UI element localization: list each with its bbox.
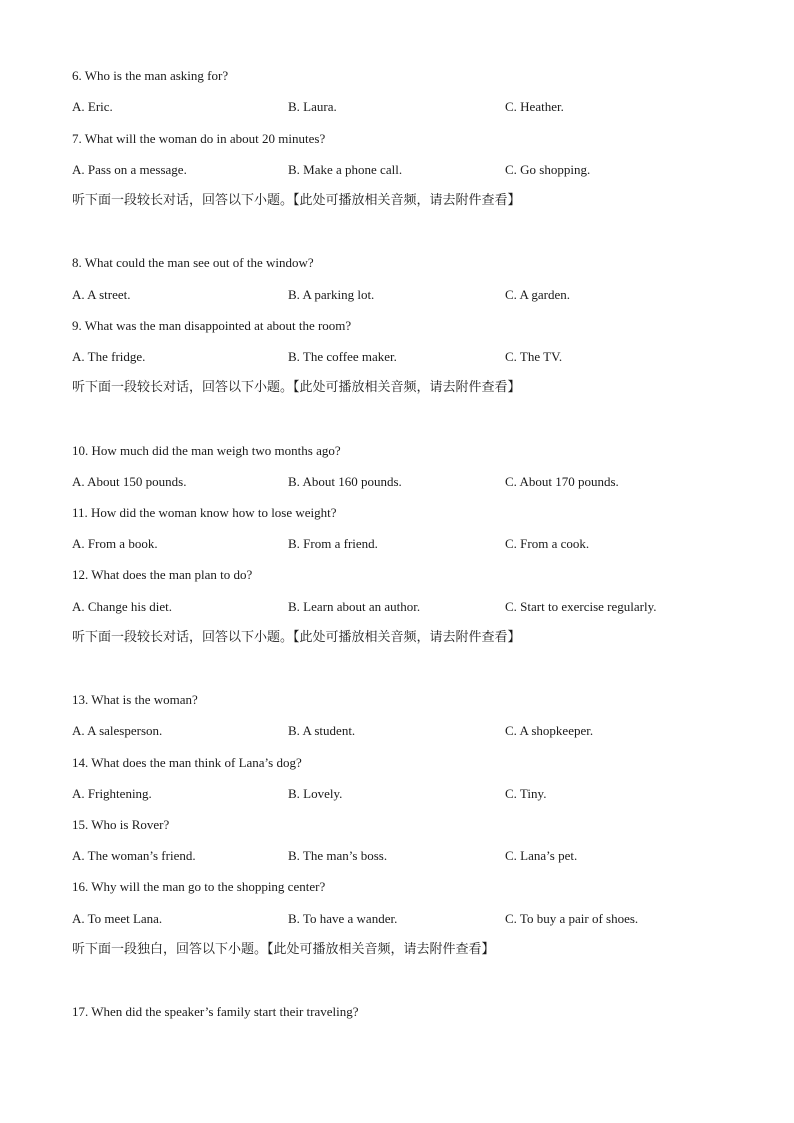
question-7: 7. What will the woman do in about 20 minutes? [72, 131, 326, 146]
question-9: 9. What was the man disappointed at about the room? [72, 318, 352, 333]
option-7b: B. Make a phone call. [288, 162, 403, 177]
option-8c: C. A garden. [505, 287, 570, 302]
option-7c: C. Go shopping. [505, 162, 591, 177]
option-16c: C. To buy a pair of shoes. [505, 911, 639, 926]
option-12a: A. Change his diet. [72, 599, 173, 614]
question-6: 6. Who is the man asking for? [72, 68, 229, 83]
question-16: 16. Why will the man go to the shopping center? [72, 879, 326, 894]
option-6b: B. Laura. [288, 99, 337, 114]
option-8b: B. A parking lot. [288, 287, 375, 302]
question-8: 8. What could the man see out of the window? [72, 255, 314, 270]
option-6a: A. Eric. [72, 99, 113, 114]
option-11b: B. From a friend. [288, 536, 378, 551]
question-10: 10. How much did the man weigh two months ago? [72, 443, 341, 458]
option-14c: C. Tiny. [505, 786, 547, 801]
question-15: 15. Who is Rover? [72, 817, 170, 832]
option-11a: A. From a book. [72, 536, 158, 551]
option-13a: A. A salesperson. [72, 723, 163, 738]
option-9c: C. The TV. [505, 349, 563, 364]
option-13b: B. A student. [288, 723, 356, 738]
option-15b: B. The man’s boss. [288, 848, 388, 863]
question-13: 13. What is the woman? [72, 692, 198, 707]
instruction-4: 听下面一段独白，回答以下小题。【此处可播放相关音频，请去附件查看】 [72, 942, 495, 957]
option-10a: A. About 150 pounds. [72, 474, 187, 489]
option-16a: A. To meet Lana. [72, 911, 163, 926]
option-10c: C. About 170 pounds. [505, 474, 619, 489]
option-6c: C. Heather. [505, 99, 564, 114]
instruction-3: 听下面一段较长对话，回答以下小题。【此处可播放相关音频，请去附件查看】 [72, 630, 521, 645]
option-12c: C. Start to exercise regularly. [505, 599, 657, 614]
option-14a: A. Frightening. [72, 786, 152, 801]
instruction-2: 听下面一段较长对话，回答以下小题。【此处可播放相关音频，请去附件查看】 [72, 380, 521, 395]
option-7a: A. Pass on a message. [72, 162, 187, 177]
option-15a: A. The woman’s friend. [72, 848, 196, 863]
option-8a: A. A street. [72, 287, 131, 302]
question-17: 17. When did the speaker’s family start their traveling? [72, 1004, 359, 1019]
option-11c: C. From a cook. [505, 536, 590, 551]
option-10b: B. About 160 pounds. [288, 474, 402, 489]
question-14: 14. What does the man think of Lana’s dog? [72, 755, 302, 770]
option-14b: B. Lovely. [288, 786, 343, 801]
question-11: 11. How did the woman know how to lose weight? [72, 505, 337, 520]
instruction-1: 听下面一段较长对话，回答以下小题。【此处可播放相关音频，请去附件查看】 [72, 193, 521, 208]
option-16b: B. To have a wander. [288, 911, 398, 926]
option-15c: C. Lana’s pet. [505, 848, 578, 863]
question-12: 12. What does the man plan to do? [72, 567, 253, 582]
option-9b: B. The coffee maker. [288, 349, 397, 364]
option-9a: A. The fridge. [72, 349, 146, 364]
option-12b: B. Learn about an author. [288, 599, 421, 614]
option-13c: C. A shopkeeper. [505, 723, 594, 738]
